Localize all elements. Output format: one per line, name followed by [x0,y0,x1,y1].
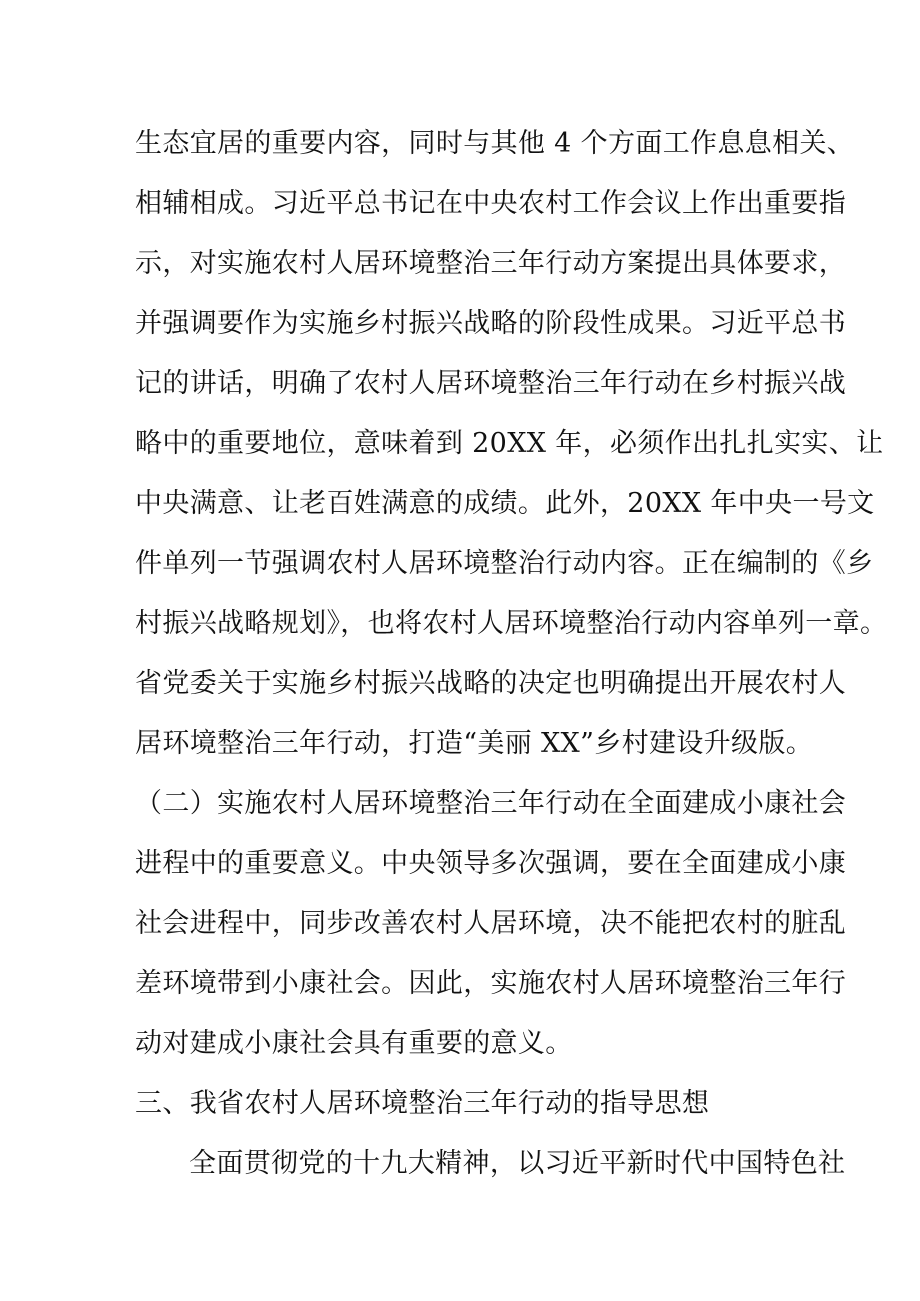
text-line: 件单列一节强调农村人居环境整治行动内容。正在编制的《乡 [135,548,874,579]
text-line: 相辅相成。习近平总书记在中央农村工作会议上作出重要指 [135,188,847,219]
text-line: 进程中的重要意义。中央领导多次强调，要在全面建成小康 [135,848,847,879]
text-line: 省党委关于实施乡村振兴战略的决定也明确提出开展农村人 [135,668,847,699]
text-line: 示，对实施农村人居环境整治三年行动方案提出具体要求， [135,248,847,279]
text-line: 略中的重要地位，意味着到 20XX 年，必须作出扎扎实实、让 [135,428,884,459]
text-line: 村振兴战略规划》，也将农村人居环境整治行动内容单列一章。 [135,608,888,639]
text-line: 生态宜居的重要内容，同时与其他 4 个方面工作息息相关、 [135,128,855,159]
section-heading-2: （二）实施农村人居环境整治三年行动在全面建成小康社会 [135,788,847,819]
text-line: 居环境整治三年行动，打造“美丽 XX”乡村建设升级版。 [135,728,814,759]
section-heading-3: 三、我省农村人居环境整治三年行动的指导思想 [135,1088,710,1119]
text-line: 动对建成小康社会具有重要的意义。 [135,1028,573,1059]
text-line: 差环境带到小康社会。因此，实施农村人居环境整治三年行 [135,968,847,999]
text-line: 记的讲话，明确了农村人居环境整治三年行动在乡村振兴战 [135,368,847,399]
text-line: 中央满意、让老百姓满意的成绩。此外，20XX 年中央一号文 [135,488,875,519]
text-line: 社会进程中，同步改善农村人居环境，决不能把农村的脏乱 [135,908,847,939]
text-line: 并强调要作为实施乡村振兴战略的阶段性成果。习近平总书 [135,308,847,339]
paragraph-start-line: 全面贯彻党的十九大精神，以习近平新时代中国特色社 [189,1148,846,1179]
